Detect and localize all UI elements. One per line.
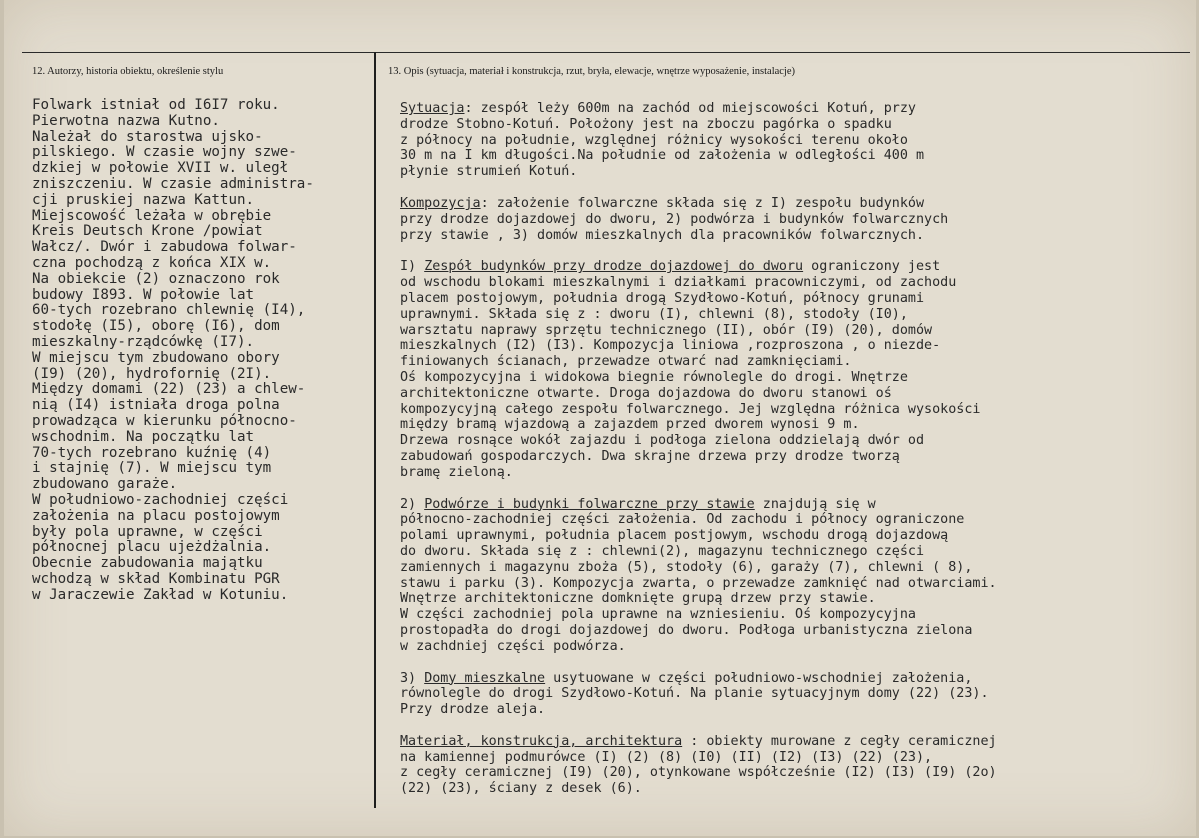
- history-line: W miejscu tym zbudowano obory: [32, 349, 280, 366]
- description-line: [400, 686, 1190, 702]
- history-line: Obecnie zabudowania majątku: [32, 555, 263, 572]
- line-text: przy drodze dojazdowej do dworu, 2) podwórza i budynków folwarcznych: [400, 211, 949, 227]
- description-paragraph: [400, 259, 1190, 480]
- description-line: [400, 370, 1190, 386]
- history-line: 60-tych rozebrano chlewnię (I4),: [32, 302, 306, 319]
- paragraph-number: 3): [400, 670, 425, 686]
- history-line: mieszkalny-rządcówkę (I7).: [32, 333, 255, 350]
- description-line: [400, 623, 1190, 639]
- line-text: Oś kompozycyjna i widokowa biegnie równolegle do drogi. Wnętrze: [400, 369, 908, 385]
- description-line: [400, 164, 1190, 180]
- line-text: stawu i parku (3). Kompozycja zwarta, o przewadze zamknięć nad otwarciami.: [400, 575, 997, 591]
- description-line: [400, 576, 1190, 592]
- description-paragraph: [400, 196, 1190, 243]
- history-line: dzkiej w połowie XVII w. uległ: [32, 160, 289, 177]
- description-line: [400, 497, 1190, 513]
- description-line: [400, 449, 1190, 465]
- history-line: w Jaraczewie Zakład w Kotuniu.: [32, 586, 289, 603]
- description-line: [400, 591, 1190, 607]
- history-line: W południowo-zachodniej części: [32, 491, 289, 508]
- history-line: Kreis Deutsch Krone /powiat: [32, 223, 263, 240]
- paragraph-number: 2): [400, 496, 425, 512]
- line-text: do dworu. Składa się z : chlewni(2), magazynu technicznego części: [400, 543, 925, 559]
- history-line: budowy I893. W połowie lat: [32, 286, 255, 303]
- description-line: [400, 417, 1190, 433]
- description-line: [400, 338, 1190, 354]
- line-text: usytuowane w części południowo-wschodniej założenia,: [545, 670, 973, 686]
- line-text: Wnętrze architektoniczne domknięte grupą drzew przy stawie.: [400, 591, 876, 607]
- line-text: z cegły ceramicznej (I9) (20), otynkowane współcześnie (I2) (I3) (I9) (2o): [400, 765, 997, 781]
- description-line: [400, 386, 1190, 402]
- history-line: Należał do starostwa ujsko-: [32, 128, 263, 145]
- history-line: pilskiego. W czasie wojny szwe-: [32, 144, 297, 161]
- history-line: wchodzą w skład Kombinatu PGR: [32, 570, 280, 587]
- section-heading-12: 12. Autorzy, historia obiektu, określenie stylu: [32, 66, 224, 77]
- line-text: : zespół leży 600m na zachód od miejscowości Kotuń, przy: [464, 101, 916, 116]
- description-paragraph: [400, 497, 1190, 655]
- line-text: północno-zachodniej części założenia. Od zachodu i północy ograniczone: [400, 512, 965, 528]
- history-line: Wałcz/. Dwór i zabudowa folwar-: [32, 239, 297, 256]
- description-line: [400, 781, 1190, 797]
- paragraph-lead: Podwórze i budynki folwarczne przy stawie: [424, 496, 755, 512]
- description-line: [400, 402, 1190, 418]
- description-line: [400, 259, 1190, 275]
- line-text: (22) (23), ściany z desek (6).: [400, 781, 642, 797]
- description-line: [400, 607, 1190, 623]
- line-text: architektoniczne otwarte. Droga dojazdowa do dworu stanowi oś: [400, 385, 892, 401]
- line-text: bramę zieloną.: [400, 464, 513, 480]
- description-line: [400, 323, 1190, 339]
- history-line: założenia na placu postojowym: [32, 507, 280, 524]
- line-text: znajdują się w: [754, 496, 876, 512]
- line-text: płynie strumień Kotuń.: [400, 164, 578, 180]
- line-text: między bramą wjazdową a zajazdem przed dworem wynosi 9 m.: [400, 417, 860, 433]
- description-line: [400, 750, 1190, 766]
- description-line: [400, 512, 1190, 528]
- description-line: [400, 702, 1190, 718]
- column-divider: [374, 52, 376, 808]
- line-text: warsztatu naprawy sprzętu technicznego (II), obór (I9) (20), domów: [400, 322, 933, 338]
- header-rule: [22, 52, 1190, 53]
- description-line: [400, 307, 1190, 323]
- description-line: [400, 734, 1190, 750]
- paragraph-lead: Domy mieszkalne: [424, 670, 546, 686]
- history-line: cji pruskiej nazwa Kattun.: [32, 191, 255, 208]
- paragraph-lead: Materiał, konstrukcja, architektura: [400, 733, 683, 749]
- history-line: Miejscowość leżała w obrębie: [32, 207, 272, 224]
- description-paragraph: [400, 734, 1190, 797]
- line-text: 30 m na I km długości.Na południe od założenia w odległości 400 m: [400, 148, 925, 164]
- description-line: [400, 765, 1190, 781]
- history-line: 70-tych rozebrano kuźnię (4): [32, 444, 272, 461]
- line-text: przy stawie , 3) domów mieszkalnych dla pracowników folwarcznych.: [400, 227, 925, 243]
- paragraph-lead: Zespół budynków przy drodze dojazdowej do dworu: [424, 259, 804, 275]
- description-line: [400, 354, 1190, 370]
- line-text: równolegle do drogi Szydłowo-Kotuń. Na planie sytuacyjnym domy (22) (23).: [400, 686, 989, 702]
- history-line: i stajnię (7). W miejscu tym: [32, 460, 272, 477]
- description-paragraph: [400, 671, 1190, 718]
- history-line: zniszczeniu. W czasie administra-: [32, 175, 314, 192]
- description-line: [400, 433, 1190, 449]
- description-line: [400, 275, 1190, 291]
- history-line: prowadząca w kierunku północno-: [32, 412, 297, 429]
- line-text: drodze Stobno-Kotuń. Położony jest na zboczu pagórka o spadku: [400, 116, 892, 132]
- line-text: ograniczony jest: [803, 259, 941, 275]
- line-text: Drzewa rosnące wokół zajazdu i podłoga zielona oddzielają dwór od: [400, 433, 925, 449]
- line-text: kompozycyjną całego zespołu folwarcznego. Jej względna różnica wysokości: [400, 401, 981, 417]
- description-line: [400, 528, 1190, 544]
- line-text: z północy na południe, względnej różnicy wysokości terenu około: [400, 132, 908, 148]
- description-column: [400, 101, 1190, 813]
- line-text: na kamiennej podmurówce (I) (2) (8) (I0) (II) (I2) (I3) (22) (23),: [400, 749, 933, 765]
- line-text: finiowanych ścianach, przewadze otwarć nad zamknięciami.: [400, 354, 852, 370]
- line-text: placem postojowym, południa drogą Szydłowo-Kotuń, północy grunami: [400, 290, 925, 306]
- description-line: [400, 101, 1190, 117]
- line-text: W części zachodniej pola uprawne na wzniesieniu. Oś kompozycyjna: [400, 607, 916, 623]
- history-line: Pierwotna nazwa Kutno.: [32, 112, 220, 129]
- line-text: : obiekty murowane z cegły ceramicznej: [682, 733, 997, 749]
- history-line: nią (I4) istniała droga polna: [32, 397, 280, 414]
- line-text: od wschodu blokami mieszkalnymi i działkami pracowniczymi, od zachodu: [400, 275, 957, 291]
- history-line: były pola uprawne, w części: [32, 523, 263, 540]
- description-line: [400, 639, 1190, 655]
- history-line: północnej placu ujeżdżalnia.: [32, 539, 272, 556]
- paragraph-lead: Kompozycja: [400, 195, 481, 211]
- section-heading-13: 13. Opis (sytuacja, materiał i konstrukcja, rzut, bryła, elewacje, wnętrze wyposażenie, instalacje): [388, 66, 796, 77]
- paragraph-lead: Sytuacja: [400, 101, 465, 116]
- document-sheet: [4, 0, 1196, 836]
- history-line: Folwark istniał od I6I7 roku.: [32, 97, 280, 113]
- description-line: [400, 291, 1190, 307]
- line-text: zamiennych i magazynu zboża (5), stodoły (6), garaży (7), chlewni ( 8),: [400, 559, 973, 575]
- line-text: mieszkalnych (I2) (I3). Kompozycja liniowa ,rozproszona , o niezde-: [400, 338, 941, 354]
- history-line: czna pochodzą z końca XIX w.: [32, 254, 272, 271]
- history-line: zbudowano garaże.: [32, 476, 178, 493]
- history-line: wschodnim. Na początku lat: [32, 428, 255, 445]
- line-text: prostopadła do drogi dojazdowej do dworu. Podłoga urbanistyczna zielona: [400, 622, 973, 638]
- description-line: [400, 196, 1190, 212]
- description-paragraph: [400, 101, 1190, 180]
- line-text: polami uprawnymi, południa placem postjowym, wschodu drogą dojazdową: [400, 528, 949, 544]
- history-line: Między domami (22) (23) a chlew-: [32, 381, 306, 398]
- line-text: : założenie folwarczne składa się z I) zespołu budynków: [480, 195, 925, 211]
- description-line: [400, 212, 1190, 228]
- history-line: (I9) (20), hydrofornię (2I).: [32, 365, 272, 382]
- description-line: [400, 117, 1190, 133]
- line-text: uprawnymi. Składa się z : dworu (I), chlewni (8), stodoły (I0),: [400, 306, 908, 322]
- description-line: [400, 671, 1190, 687]
- history-column: [32, 98, 367, 604]
- history-line: stodołę (I5), oborę (I6), dom: [32, 318, 280, 335]
- paragraph-number: I): [400, 259, 425, 275]
- description-line: [400, 148, 1190, 164]
- description-line: [400, 228, 1190, 244]
- line-text: Przy drodze aleja.: [400, 702, 546, 718]
- description-line: [400, 465, 1190, 481]
- history-line: Na obiekcie (2) oznaczono rok: [32, 270, 280, 287]
- line-text: w zachdniej części podwórza.: [400, 638, 626, 654]
- description-line: [400, 544, 1190, 560]
- description-line: [400, 560, 1190, 576]
- description-line: [400, 133, 1190, 149]
- line-text: zabudowań gospodarczych. Dwa skrajne drzewa przy drodze tworzą: [400, 448, 900, 464]
